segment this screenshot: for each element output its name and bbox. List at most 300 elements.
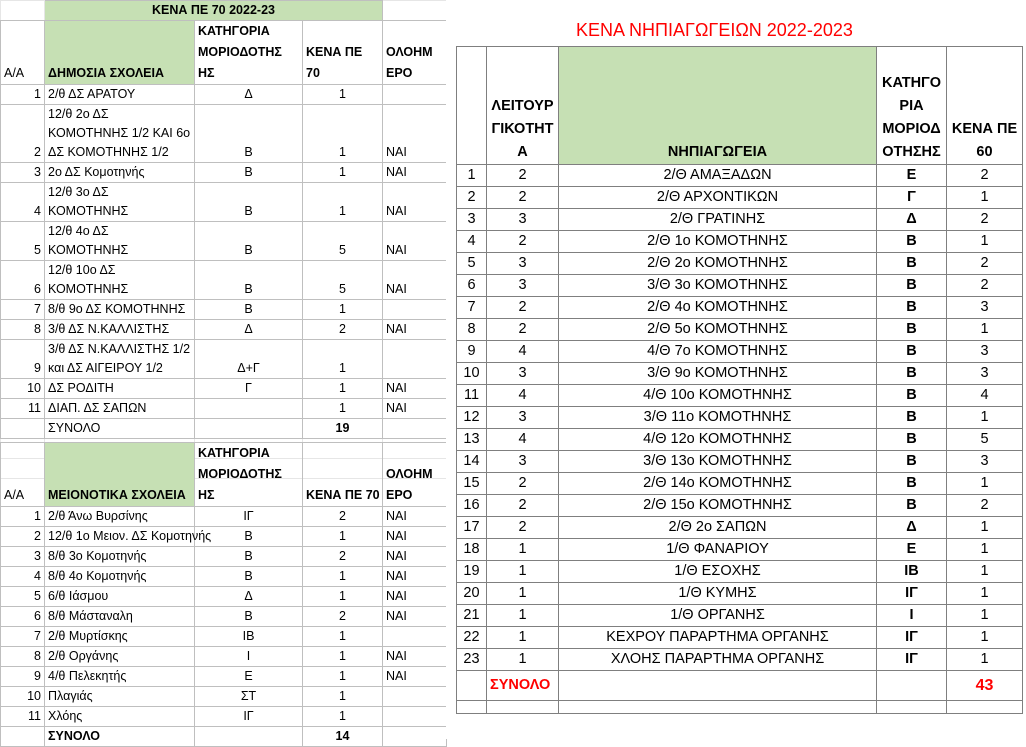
kena-count[interactable]: 2: [947, 253, 1023, 275]
olohmero[interactable]: [383, 707, 447, 727]
olohmero[interactable]: [383, 340, 447, 379]
minority-total-label[interactable]: ΣΥΝΟΛΟ: [45, 727, 195, 747]
olohmero[interactable]: [383, 627, 447, 647]
category[interactable]: Β: [877, 231, 947, 253]
kindergarten-name[interactable]: 1/Θ ΦΑΝΑΡΙΟΥ: [559, 539, 877, 561]
kindergarten-name[interactable]: 2/Θ ΑΡΧΟΝΤΙΚΩΝ: [559, 187, 877, 209]
row-number[interactable]: 12: [457, 407, 487, 429]
kindergarten-name[interactable]: 2/Θ 15ο ΚΟΜΟΤΗΝΗΣ: [559, 495, 877, 517]
cell[interactable]: [559, 701, 877, 714]
row-number[interactable]: 11: [1, 707, 45, 727]
right-total[interactable]: 43: [947, 671, 1023, 701]
kena-count[interactable]: 1: [947, 649, 1023, 671]
school-name[interactable]: 2/θ Μυρτίσκης: [45, 627, 195, 647]
row-number[interactable]: 3: [1, 547, 45, 567]
olohmero[interactable]: ΝΑΙ: [383, 507, 447, 527]
olohmero[interactable]: ΝΑΙ: [383, 547, 447, 567]
category[interactable]: ΙΓ: [877, 649, 947, 671]
school-name[interactable]: 8/θ 9ο ΔΣ ΚΟΜΟΤΗΝΗΣ: [45, 300, 195, 320]
school-name[interactable]: Χλόης: [45, 707, 195, 727]
functionality[interactable]: 2: [487, 319, 559, 341]
school-name[interactable]: 4/θ Πελεκητής: [45, 667, 195, 687]
olohmero[interactable]: ΝΑΙ: [383, 607, 447, 627]
kindergarten-name[interactable]: 4/Θ 12ο ΚΟΜΟΤΗΝΗΣ: [559, 429, 877, 451]
row-number[interactable]: 3: [457, 209, 487, 231]
olohmero[interactable]: [383, 687, 447, 707]
minority-total[interactable]: 14: [303, 727, 383, 747]
cell[interactable]: [1, 1, 45, 21]
row-number[interactable]: 4: [1, 183, 45, 222]
school-name[interactable]: 12/θ 1ο Μειον. ΔΣ Κομοτηνής: [45, 527, 195, 547]
category[interactable]: Β: [877, 429, 947, 451]
kena-count[interactable]: 1: [303, 627, 383, 647]
olohmero[interactable]: ΝΑΙ: [383, 105, 447, 163]
kena-count[interactable]: 1: [303, 340, 383, 379]
category[interactable]: ΙΓ: [195, 507, 303, 527]
table-row: [457, 627, 1023, 649]
kena-count[interactable]: 1: [947, 407, 1023, 429]
table-row: [457, 231, 1023, 253]
functionality[interactable]: 3: [487, 407, 559, 429]
functionality[interactable]: 2: [487, 517, 559, 539]
kindergarten-name[interactable]: 4/Θ 7ο ΚΟΜΟΤΗΝΗΣ: [559, 341, 877, 363]
category[interactable]: Β: [877, 385, 947, 407]
kena-count[interactable]: 5: [303, 222, 383, 261]
cell[interactable]: [383, 1, 447, 21]
functionality[interactable]: 2: [487, 473, 559, 495]
row-number[interactable]: 2: [1, 105, 45, 163]
row-number[interactable]: 5: [1, 222, 45, 261]
row-number[interactable]: 15: [457, 473, 487, 495]
table-row: [1, 547, 447, 567]
functionality[interactable]: 2: [487, 187, 559, 209]
kindergarten-name[interactable]: 2/Θ 1ο ΚΟΜΟΤΗΝΗΣ: [559, 231, 877, 253]
category[interactable]: Β: [195, 183, 303, 222]
cell[interactable]: [195, 727, 303, 747]
category[interactable]: Ε: [877, 539, 947, 561]
row-number[interactable]: 3: [1, 163, 45, 183]
kindergarten-name[interactable]: 3/Θ 3ο ΚΟΜΟΤΗΝΗΣ: [559, 275, 877, 297]
kena-count[interactable]: 3: [947, 341, 1023, 363]
header-category[interactable]: ΚΑΤΗΓΟΡΙΑ ΜΟΡΙΟΔΟΤΗΣ ΗΣ: [195, 443, 303, 507]
row-number[interactable]: 10: [1, 379, 45, 399]
olohmero[interactable]: ΝΑΙ: [383, 163, 447, 183]
table-row: [457, 649, 1023, 671]
table-row: [457, 473, 1023, 495]
row-number[interactable]: 7: [457, 297, 487, 319]
olohmero[interactable]: ΝΑΙ: [383, 261, 447, 300]
row-number[interactable]: 18: [457, 539, 487, 561]
school-name[interactable]: ΔΣ ΡΟΔΙΤΗ: [45, 379, 195, 399]
row-number[interactable]: 13: [457, 429, 487, 451]
row-number[interactable]: 1: [1, 507, 45, 527]
school-name[interactable]: 3/θ ΔΣ Ν.ΚΑΛΛΙΣΤΗΣ 1/2 και ΔΣ ΑΙΓΕΙΡΟΥ 1/2: [45, 340, 195, 379]
kena-count[interactable]: 5: [947, 429, 1023, 451]
kena-count[interactable]: 1: [947, 187, 1023, 209]
kindergarten-name[interactable]: ΧΛΟΗΣ ΠΑΡΑΡΤΗΜΑ ΟΡΓΑΝΗΣ: [559, 649, 877, 671]
kena-count[interactable]: 2: [303, 507, 383, 527]
cell[interactable]: [877, 671, 947, 701]
category[interactable]: Β: [195, 607, 303, 627]
table-row: [457, 451, 1023, 473]
kindergarten-name[interactable]: 2/Θ 2ο ΣΑΠΩΝ: [559, 517, 877, 539]
school-name[interactable]: Πλαγιάς: [45, 687, 195, 707]
functionality[interactable]: 2: [487, 165, 559, 187]
category[interactable]: Β: [195, 163, 303, 183]
category[interactable]: Β: [877, 473, 947, 495]
table-row: [457, 561, 1023, 583]
category[interactable]: Δ+Γ: [195, 340, 303, 379]
row-number[interactable]: 5: [1, 587, 45, 607]
kena-count[interactable]: 1: [303, 399, 383, 419]
table-row: [457, 517, 1023, 539]
category[interactable]: Δ: [877, 209, 947, 231]
header-kindergartens[interactable]: ΝΗΠΙΑΓΩΓΕΙΑ: [559, 47, 877, 165]
cell[interactable]: [1, 419, 45, 439]
functionality[interactable]: 2: [487, 297, 559, 319]
kindergarten-name[interactable]: 1/Θ ΚΥΜΗΣ: [559, 583, 877, 605]
olohmero[interactable]: ΝΑΙ: [383, 667, 447, 687]
row-number[interactable]: 1: [457, 165, 487, 187]
school-name[interactable]: 2/θ Οργάνης: [45, 647, 195, 667]
kena-count[interactable]: 1: [947, 539, 1023, 561]
functionality[interactable]: 1: [487, 561, 559, 583]
cell[interactable]: [383, 727, 447, 747]
kena-count[interactable]: 1: [947, 561, 1023, 583]
row-number[interactable]: 11: [1, 399, 45, 419]
table-row: [457, 341, 1023, 363]
functionality[interactable]: 1: [487, 627, 559, 649]
kindergarten-name[interactable]: 4/Θ 10ο ΚΟΜΟΤΗΝΗΣ: [559, 385, 877, 407]
category[interactable]: ΙΓ: [195, 707, 303, 727]
kena-count[interactable]: 1: [303, 567, 383, 587]
kindergarten-name[interactable]: 1/Θ ΕΣΟΧΗΣ: [559, 561, 877, 583]
row-number[interactable]: 14: [457, 451, 487, 473]
row-number[interactable]: 10: [457, 363, 487, 385]
header-minority-schools[interactable]: ΜΕΙΟΝΟΤΙΚΑ ΣΧΟΛΕΙΑ: [45, 443, 195, 507]
kena-count[interactable]: 2: [947, 495, 1023, 517]
kindergarten-name[interactable]: 2/Θ 14ο ΚΟΜΟΤΗΝΗΣ: [559, 473, 877, 495]
school-name[interactable]: 2/θ ΔΣ ΑΡΑΤΟΥ: [45, 85, 195, 105]
left-title[interactable]: ΚΕΝΑ ΠΕ 70 2022-23: [45, 1, 383, 21]
row-number[interactable]: 19: [457, 561, 487, 583]
cell[interactable]: [457, 671, 487, 701]
school-name[interactable]: 12/θ 2ο ΔΣ ΚΟΜΟΤΗΝΗΣ 1/2 ΚΑΙ 6ο ΔΣ ΚΟΜΟΤΗΝΗΣ 1/2: [45, 105, 195, 163]
category[interactable]: Γ: [195, 379, 303, 399]
table-row: [457, 165, 1023, 187]
school-name[interactable]: ΔΙΑΠ. ΔΣ ΣΑΠΩΝ: [45, 399, 195, 419]
left-sheet: [0, 0, 446, 743]
table-row: [457, 187, 1023, 209]
kena-count[interactable]: 1: [947, 231, 1023, 253]
category[interactable]: Ι: [195, 647, 303, 667]
public-total[interactable]: 19: [303, 419, 383, 439]
olohmero[interactable]: ΝΑΙ: [383, 647, 447, 667]
header-category[interactable]: ΚΑΤΗΓΟΡΙΑ ΜΟΡΙΟΔΟΤΗΣ ΗΣ: [195, 21, 303, 85]
category[interactable]: Β: [877, 275, 947, 297]
category[interactable]: ΙΓ: [877, 583, 947, 605]
kena-count[interactable]: 1: [303, 707, 383, 727]
category[interactable]: Β: [195, 261, 303, 300]
row-number[interactable]: 2: [457, 187, 487, 209]
category[interactable]: Β: [195, 527, 303, 547]
school-name[interactable]: 2ο ΔΣ Κομοτηνής: [45, 163, 195, 183]
row-number[interactable]: 7: [1, 627, 45, 647]
header-aa-empty[interactable]: [457, 47, 487, 165]
school-name[interactable]: 12/θ 4ο ΔΣ ΚΟΜΟΤΗΝΗΣ: [45, 222, 195, 261]
cell[interactable]: [195, 419, 303, 439]
table-row: [1, 320, 447, 340]
kena-count[interactable]: 1: [303, 183, 383, 222]
table-row: [457, 583, 1023, 605]
category[interactable]: Β: [877, 297, 947, 319]
school-name[interactable]: 8/θ 3ο Κομοτηνής: [45, 547, 195, 567]
kena-count[interactable]: 3: [947, 451, 1023, 473]
category[interactable]: Δ: [195, 587, 303, 607]
kena-count[interactable]: 3: [947, 363, 1023, 385]
table-row: [1, 707, 447, 727]
table-row: [1, 527, 447, 547]
header-category[interactable]: ΚΑΤΗΓΟ ΡΙΑ ΜΟΡΙΟΔ ΟΤΗΣΗΣ: [877, 47, 947, 165]
functionality[interactable]: 3: [487, 275, 559, 297]
functionality[interactable]: 1: [487, 583, 559, 605]
table-row: [457, 297, 1023, 319]
row-number[interactable]: 5: [457, 253, 487, 275]
kindergarten-name[interactable]: 3/Θ 9ο ΚΟΜΟΤΗΝΗΣ: [559, 363, 877, 385]
header-olohmero[interactable]: ΟΛΟΗΜ ΕΡΟ: [383, 21, 447, 85]
row-number[interactable]: 4: [457, 231, 487, 253]
row-number[interactable]: 8: [1, 647, 45, 667]
kena-count[interactable]: 1: [303, 647, 383, 667]
kena-count[interactable]: 1: [947, 517, 1023, 539]
kena-count[interactable]: 5: [303, 261, 383, 300]
kindergarten-name[interactable]: ΚΕΧΡΟΥ ΠΑΡΑΡΤΗΜΑ ΟΡΓΑΝΗΣ: [559, 627, 877, 649]
left-title-row: [0, 0, 447, 21]
functionality[interactable]: 2: [487, 495, 559, 517]
header-aa[interactable]: Α/Α: [1, 443, 45, 507]
category[interactable]: Δ: [195, 85, 303, 105]
table-row: [1, 687, 447, 707]
olohmero[interactable]: ΝΑΙ: [383, 379, 447, 399]
kindergarten-name[interactable]: 2/Θ 2ο ΚΟΜΟΤΗΝΗΣ: [559, 253, 877, 275]
kena-count[interactable]: 2: [303, 607, 383, 627]
header-public-schools[interactable]: ΔΗΜΟΣΙΑ ΣΧΟΛΕΙΑ: [45, 21, 195, 85]
kena-count[interactable]: 1: [947, 583, 1023, 605]
kindergarten-name[interactable]: 3/Θ 11ο ΚΟΜΟΤΗΝΗΣ: [559, 407, 877, 429]
olohmero[interactable]: ΝΑΙ: [383, 567, 447, 587]
kena-count[interactable]: 1: [947, 473, 1023, 495]
category[interactable]: Β: [877, 363, 947, 385]
table-row: [1, 183, 447, 222]
row-number[interactable]: 6: [457, 275, 487, 297]
public-schools-table: [0, 20, 447, 479]
functionality[interactable]: 3: [487, 209, 559, 231]
category[interactable]: Β: [877, 319, 947, 341]
table-row: [457, 209, 1023, 231]
table-row: [1, 587, 447, 607]
school-name[interactable]: 12/θ 3ο ΔΣ ΚΟΜΟΤΗΝΗΣ: [45, 183, 195, 222]
kena-count[interactable]: 1: [303, 527, 383, 547]
olohmero[interactable]: ΝΑΙ: [383, 222, 447, 261]
category[interactable]: Β: [195, 567, 303, 587]
functionality[interactable]: 3: [487, 451, 559, 473]
table-row: [457, 407, 1023, 429]
table-row: [457, 275, 1023, 297]
cell[interactable]: [457, 701, 487, 714]
kindergarten-name[interactable]: 3/Θ 13ο ΚΟΜΟΤΗΝΗΣ: [559, 451, 877, 473]
category[interactable]: Δ: [195, 320, 303, 340]
row-number[interactable]: 9: [457, 341, 487, 363]
row-number[interactable]: 10: [1, 687, 45, 707]
kindergarten-table: [456, 46, 1023, 714]
kena-count[interactable]: 1: [303, 105, 383, 163]
right-sheet: [456, 0, 1026, 739]
kena-count[interactable]: 1: [303, 379, 383, 399]
row-number[interactable]: 22: [457, 627, 487, 649]
cell[interactable]: [877, 701, 947, 714]
header-olohmero[interactable]: ΟΛΟΗΜ ΕΡΟ: [383, 443, 447, 507]
olohmero[interactable]: ΝΑΙ: [383, 527, 447, 547]
functionality[interactable]: 4: [487, 341, 559, 363]
right-title-row: [456, 18, 1026, 46]
cell[interactable]: [947, 701, 1023, 714]
table-row: [1, 507, 447, 527]
school-name[interactable]: 3/θ ΔΣ Ν.ΚΑΛΛΙΣΤΗΣ: [45, 320, 195, 340]
kena-count[interactable]: 1: [303, 163, 383, 183]
kindergarten-name[interactable]: 2/Θ 4ο ΚΟΜΟΤΗΝΗΣ: [559, 297, 877, 319]
functionality[interactable]: 1: [487, 649, 559, 671]
header-kena-pe60[interactable]: ΚΕΝΑ ΠΕ 60: [947, 47, 1023, 165]
functionality[interactable]: 1: [487, 539, 559, 561]
row-number[interactable]: 2: [1, 527, 45, 547]
public-total-label[interactable]: ΣΥΝΟΛΟ: [45, 419, 195, 439]
row-number[interactable]: 23: [457, 649, 487, 671]
category[interactable]: Β: [877, 407, 947, 429]
school-name[interactable]: 12/θ 10ο ΔΣ ΚΟΜΟΤΗΝΗΣ: [45, 261, 195, 300]
table-row: [1, 222, 447, 261]
kena-count[interactable]: 2: [303, 547, 383, 567]
row-number[interactable]: 7: [1, 300, 45, 320]
category[interactable]: Ε: [877, 165, 947, 187]
olohmero[interactable]: [383, 85, 447, 105]
category[interactable]: Β: [195, 547, 303, 567]
kena-count[interactable]: 1: [303, 300, 383, 320]
kindergarten-name[interactable]: 2/Θ ΓΡΑΤΙΝΗΣ: [559, 209, 877, 231]
cell[interactable]: [383, 419, 447, 439]
category[interactable]: ΙΒ: [195, 627, 303, 647]
school-name[interactable]: 8/θ 4ο Κομοτηνής: [45, 567, 195, 587]
olohmero[interactable]: [383, 300, 447, 320]
cell[interactable]: [1, 727, 45, 747]
kena-count[interactable]: 1: [303, 687, 383, 707]
row-number[interactable]: 16: [457, 495, 487, 517]
kindergarten-name[interactable]: 2/Θ 5ο ΚΟΜΟΤΗΝΗΣ: [559, 319, 877, 341]
category[interactable]: [195, 399, 303, 419]
header-aa[interactable]: Α/Α: [1, 21, 45, 85]
row-number[interactable]: 9: [1, 340, 45, 379]
header-kena[interactable]: ΚΕΝΑ ΠΕ 70: [303, 21, 383, 85]
olohmero[interactable]: ΝΑΙ: [383, 183, 447, 222]
table-row: [1, 627, 447, 647]
category[interactable]: ΣΤ: [195, 687, 303, 707]
cell[interactable]: [487, 701, 559, 714]
row-number[interactable]: 11: [457, 385, 487, 407]
right-total-label[interactable]: ΣΥΝΟΛΟ: [487, 671, 559, 701]
functionality[interactable]: 1: [487, 605, 559, 627]
row-number[interactable]: 1: [1, 85, 45, 105]
header-func[interactable]: ΛΕΙΤΟΥΡ ΓΙΚΟΤΗΤ Α: [487, 47, 559, 165]
kena-count[interactable]: 1: [947, 605, 1023, 627]
functionality[interactable]: 4: [487, 385, 559, 407]
row-number[interactable]: 4: [1, 567, 45, 587]
kena-count[interactable]: 3: [947, 297, 1023, 319]
school-name[interactable]: 8/θ Μάσταναλη: [45, 607, 195, 627]
olohmero[interactable]: ΝΑΙ: [383, 320, 447, 340]
table-row: [457, 385, 1023, 407]
row-number[interactable]: 6: [1, 261, 45, 300]
olohmero[interactable]: ΝΑΙ: [383, 587, 447, 607]
row-number[interactable]: 20: [457, 583, 487, 605]
kindergarten-name[interactable]: 1/Θ ΟΡΓΑΝΗΣ: [559, 605, 877, 627]
kena-count[interactable]: 4: [947, 385, 1023, 407]
row-number[interactable]: 6: [1, 607, 45, 627]
functionality[interactable]: 3: [487, 253, 559, 275]
kena-count[interactable]: 1: [303, 667, 383, 687]
category[interactable]: Ι: [877, 605, 947, 627]
category[interactable]: ΙΒ: [877, 561, 947, 583]
cell[interactable]: [559, 671, 877, 701]
row-number[interactable]: 8: [1, 320, 45, 340]
kena-count[interactable]: 1: [303, 587, 383, 607]
school-name[interactable]: 2/θ Άνω Βυρσίνης: [45, 507, 195, 527]
category[interactable]: Β: [195, 222, 303, 261]
category[interactable]: ΙΓ: [877, 627, 947, 649]
category[interactable]: Ε: [195, 667, 303, 687]
kena-count[interactable]: 2: [947, 209, 1023, 231]
functionality[interactable]: 2: [487, 231, 559, 253]
table-row: [1, 300, 447, 320]
kena-count[interactable]: 1: [303, 85, 383, 105]
table-row: [457, 539, 1023, 561]
table-row: [1, 399, 447, 419]
kena-count[interactable]: 2: [303, 320, 383, 340]
kena-count[interactable]: 2: [947, 275, 1023, 297]
right-title[interactable]: ΚΕΝΑ ΝΗΠΙΑΓΩΓΕΙΩΝ 2022-2023: [576, 20, 853, 40]
functionality[interactable]: 4: [487, 429, 559, 451]
category[interactable]: Β: [877, 451, 947, 473]
table-row: [457, 605, 1023, 627]
row-number[interactable]: 8: [457, 319, 487, 341]
category[interactable]: Β: [877, 253, 947, 275]
row-number[interactable]: 21: [457, 605, 487, 627]
category[interactable]: Γ: [877, 187, 947, 209]
olohmero[interactable]: ΝΑΙ: [383, 399, 447, 419]
row-number[interactable]: 17: [457, 517, 487, 539]
category[interactable]: Β: [195, 105, 303, 163]
category[interactable]: Β: [877, 495, 947, 517]
school-name[interactable]: 6/θ Ιάσμου: [45, 587, 195, 607]
kena-count[interactable]: 2: [947, 165, 1023, 187]
category[interactable]: Δ: [877, 517, 947, 539]
category[interactable]: Β: [195, 300, 303, 320]
functionality[interactable]: 3: [487, 363, 559, 385]
kena-count[interactable]: 1: [947, 319, 1023, 341]
row-number[interactable]: 9: [1, 667, 45, 687]
kindergarten-name[interactable]: 2/Θ ΑΜΑΞΑΔΩΝ: [559, 165, 877, 187]
category[interactable]: Β: [877, 341, 947, 363]
kena-count[interactable]: 1: [947, 627, 1023, 649]
header-kena[interactable]: ΚΕΝΑ ΠΕ 70: [303, 443, 383, 507]
